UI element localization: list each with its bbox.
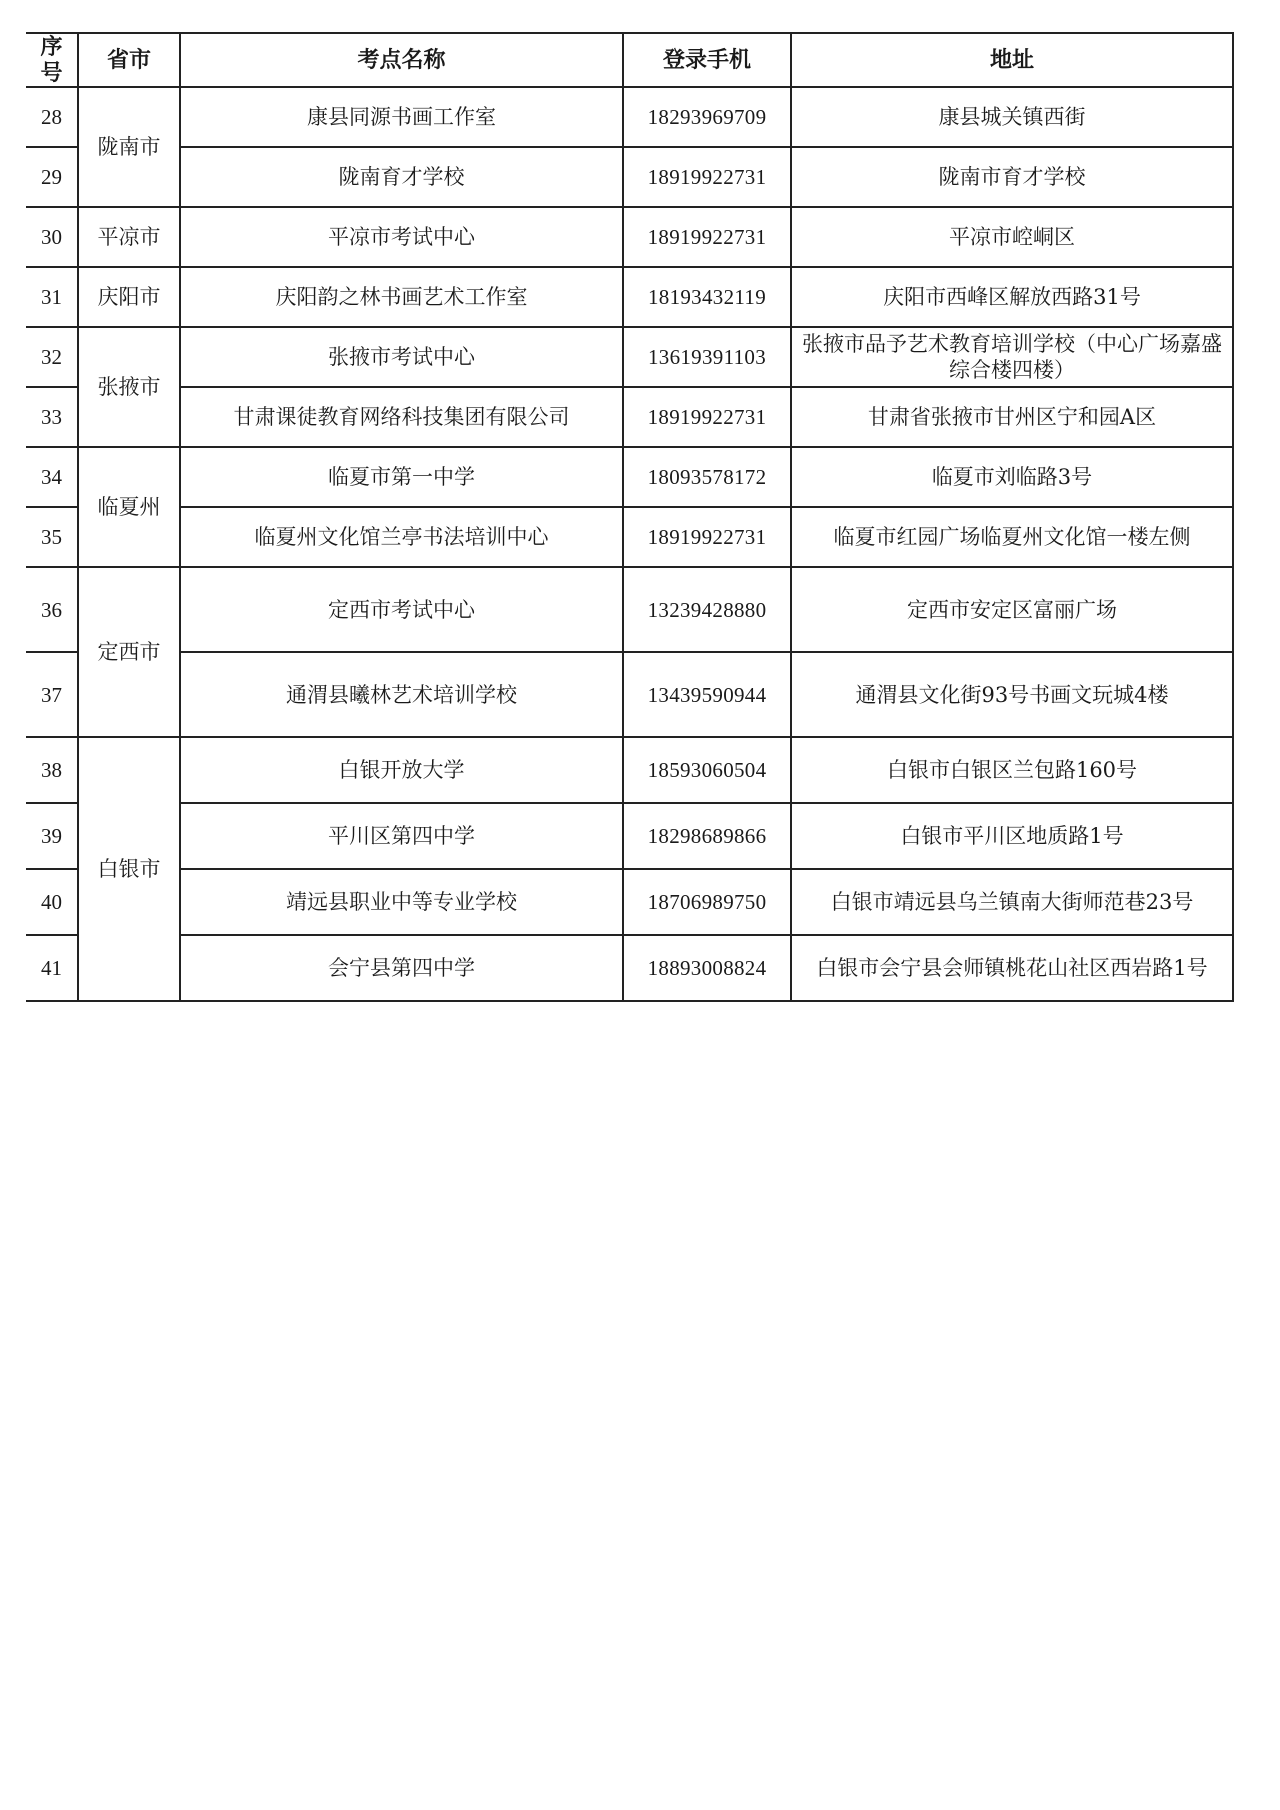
row-site-name: 平川区第四中学 (180, 803, 623, 869)
row-city: 陇南市 (78, 87, 180, 207)
row-seq: 34 (26, 447, 78, 507)
header-seq: 序号 (26, 33, 78, 87)
row-phone: 18593060504 (623, 737, 791, 803)
row-phone: 18919922731 (623, 507, 791, 567)
row-phone: 13439590944 (623, 652, 791, 737)
row-city: 庆阳市 (78, 267, 180, 327)
table-row (26, 567, 1233, 652)
table-header-row (26, 33, 1233, 87)
header-phone: 登录手机 (623, 33, 791, 87)
table-row (26, 147, 1233, 207)
row-site-name: 庆阳韵之林书画艺术工作室 (180, 267, 623, 327)
row-seq: 35 (26, 507, 78, 567)
row-city: 定西市 (78, 567, 180, 737)
row-site-name: 陇南育才学校 (180, 147, 623, 207)
row-address: 白银市白银区兰包路160号 (791, 737, 1233, 803)
table-row (26, 207, 1233, 267)
row-phone: 18293969709 (623, 87, 791, 147)
table-row (26, 507, 1233, 567)
header-address: 地址 (791, 33, 1233, 87)
table-row (26, 869, 1233, 935)
row-address: 张掖市品予艺术教育培训学校（中心广场嘉盛综合楼四楼） (791, 327, 1233, 387)
row-address: 临夏市刘临路3号 (791, 447, 1233, 507)
row-phone: 18706989750 (623, 869, 791, 935)
row-site-name: 会宁县第四中学 (180, 935, 623, 1001)
row-site-name: 临夏州文化馆兰亭书法培训中心 (180, 507, 623, 567)
row-address: 白银市平川区地质路1号 (791, 803, 1233, 869)
row-site-name: 白银开放大学 (180, 737, 623, 803)
table-row (26, 327, 1233, 387)
row-seq: 29 (26, 147, 78, 207)
row-seq: 36 (26, 567, 78, 652)
row-seq: 33 (26, 387, 78, 447)
row-site-name: 通渭县曦林艺术培训学校 (180, 652, 623, 737)
row-phone: 18919922731 (623, 387, 791, 447)
exam-site-table (26, 32, 1234, 1002)
row-site-name: 靖远县职业中等专业学校 (180, 869, 623, 935)
row-address: 通渭县文化街93号书画文玩城4楼 (791, 652, 1233, 737)
header-city: 省市 (78, 33, 180, 87)
row-seq: 30 (26, 207, 78, 267)
row-city: 临夏州 (78, 447, 180, 567)
row-site-name: 临夏市第一中学 (180, 447, 623, 507)
row-seq: 39 (26, 803, 78, 869)
row-address: 定西市安定区富丽广场 (791, 567, 1233, 652)
table-row (26, 87, 1233, 147)
table-row (26, 447, 1233, 507)
row-seq: 40 (26, 869, 78, 935)
row-address: 临夏市红园广场临夏州文化馆一楼左侧 (791, 507, 1233, 567)
row-phone: 18093578172 (623, 447, 791, 507)
row-phone: 13239428880 (623, 567, 791, 652)
table-row (26, 737, 1233, 803)
row-seq: 31 (26, 267, 78, 327)
row-phone: 13619391103 (623, 327, 791, 387)
row-address: 甘肃省张掖市甘州区宁和园A区 (791, 387, 1233, 447)
row-address: 白银市会宁县会师镇桃花山社区西岩路1号 (791, 935, 1233, 1001)
row-seq: 28 (26, 87, 78, 147)
row-phone: 18919922731 (623, 207, 791, 267)
row-address: 陇南市育才学校 (791, 147, 1233, 207)
row-address: 白银市靖远县乌兰镇南大街师范巷23号 (791, 869, 1233, 935)
row-phone: 18298689866 (623, 803, 791, 869)
row-site-name: 定西市考试中心 (180, 567, 623, 652)
row-city: 张掖市 (78, 327, 180, 447)
table-row (26, 652, 1233, 737)
table-row (26, 267, 1233, 327)
row-site-name: 康县同源书画工作室 (180, 87, 623, 147)
row-address: 庆阳市西峰区解放西路31号 (791, 267, 1233, 327)
header-site-name: 考点名称 (180, 33, 623, 87)
row-site-name: 甘肃课徒教育网络科技集团有限公司 (180, 387, 623, 447)
table-row (26, 387, 1233, 447)
row-seq: 41 (26, 935, 78, 1001)
row-seq: 38 (26, 737, 78, 803)
row-site-name: 平凉市考试中心 (180, 207, 623, 267)
row-city: 平凉市 (78, 207, 180, 267)
table-row (26, 803, 1233, 869)
row-city: 白银市 (78, 737, 180, 1001)
table-row (26, 935, 1233, 1001)
row-address: 康县城关镇西街 (791, 87, 1233, 147)
row-site-name: 张掖市考试中心 (180, 327, 623, 387)
row-phone: 18893008824 (623, 935, 791, 1001)
row-address: 平凉市崆峒区 (791, 207, 1233, 267)
row-seq: 37 (26, 652, 78, 737)
row-phone: 18919922731 (623, 147, 791, 207)
row-phone: 18193432119 (623, 267, 791, 327)
row-seq: 32 (26, 327, 78, 387)
